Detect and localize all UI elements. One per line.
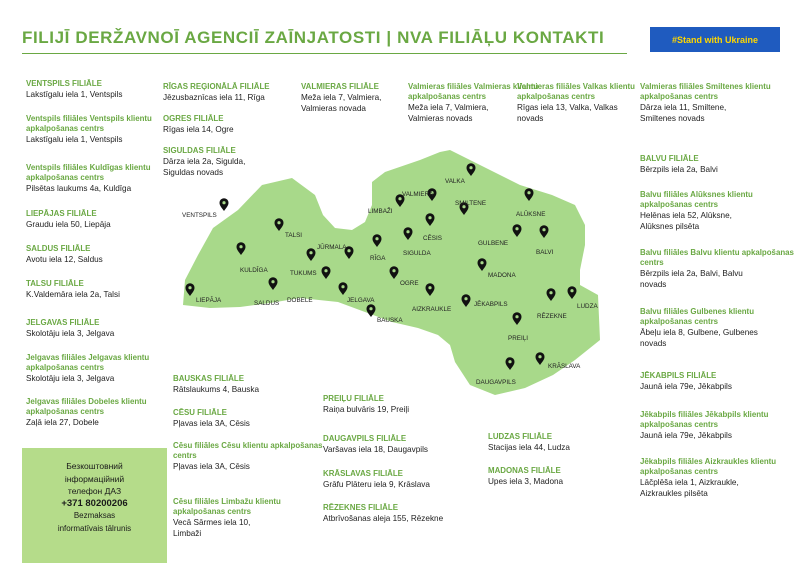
contact-entry-address: Skolotāju iela 3, Jelgava: [26, 374, 115, 383]
city-label: PREIĻI: [508, 335, 528, 342]
contact-entry-heading: MADONAS FILIĀLE: [488, 466, 561, 475]
contact-entry-address: Upes iela 3, Madona: [488, 477, 564, 486]
contact-entry: [173, 408, 333, 429]
map-pin-hole: [347, 249, 350, 252]
map-pin-hole: [508, 360, 511, 363]
contact-entry-heading: JĒKABPILS FILIĀLE: [640, 371, 717, 380]
contact-entry-address: Avotu iela 12, Saldus: [26, 255, 103, 264]
contact-entry: [173, 497, 333, 539]
contact-entry: [26, 244, 186, 265]
contact-entry: [323, 394, 483, 415]
contact-entry-heading: Jelgavas filiāles Dobeles klientu apkalpošanas centrs: [26, 397, 147, 416]
contact-entry-address: Raiņa bulvāris 19, Preiļi: [323, 405, 410, 414]
contact-entry-address: Rīgas iela 13, Valka, Valkas novads: [517, 103, 618, 123]
contact-entry-address: Jaunā iela 79e, Jēkabpils: [640, 431, 732, 440]
map-pin-hole: [515, 227, 518, 230]
contact-entry: [640, 371, 800, 392]
contact-entry-address: Meža iela 7, Valmiera, Valmieras novada: [301, 93, 382, 113]
city-label: KULDĪGA: [240, 267, 268, 274]
contact-entry-heading: Cēsu filiāles Limbažu klientu apkalpošanas centrs: [173, 497, 281, 516]
map-pin-hole: [542, 228, 545, 231]
contact-entry-heading: Balvu filiāles Alūksnes klientu apkalpošanas centrs: [640, 190, 753, 209]
contact-entry-heading: Jēkabpils filiāles Jēkabpils klientu apkalpošanas centrs: [640, 410, 769, 429]
contact-entry-heading: VALMIERAS FILIĀLE: [301, 82, 379, 91]
hotline-line-1: Безкоштовний: [66, 461, 123, 471]
contact-entry-heading: Cēsu filiāles Cēsu klientu apkalpošanas centrs: [173, 441, 323, 460]
contact-entry-heading: Jēkabpils filiāles Aizkraukles klientu apkalpošanas centrs: [640, 457, 777, 476]
contact-entry-address: Dārza iela 11, Smiltene, Smiltenes novads: [640, 103, 727, 123]
map-pin-hole: [469, 166, 472, 169]
contact-entry-address: Pļavas iela 3A, Cēsis: [173, 419, 250, 428]
contact-entry-address: Pļavas iela 3A, Cēsis: [173, 462, 250, 471]
contact-entry-address: Bērzpils iela 2a, Balvi: [640, 165, 718, 174]
contact-entry-heading: Jelgavas filiāles Jelgavas klientu apkalpošanas centrs: [26, 353, 150, 372]
city-label: GULBENE: [478, 240, 509, 247]
contact-entry-heading: SALDUS FILIĀLE: [26, 244, 91, 253]
contact-entry-heading: Balvu filiāles Gulbenes klientu apkalpošanas centrs: [640, 307, 755, 326]
contact-entry-heading: LUDZAS FILIĀLE: [488, 432, 552, 441]
contact-entry: [163, 146, 323, 178]
contact-entry: [488, 466, 648, 487]
contact-entry-heading: BAUSKAS FILIĀLE: [173, 374, 245, 383]
contact-entry-heading: Ventspils filiāles Ventspils klientu apkalpošanas centrs: [26, 114, 152, 133]
map-pin-hole: [324, 269, 327, 272]
contact-entry-address: Helēnas iela 52, Alūksne, Alūksnes pilsēta: [640, 211, 732, 231]
contact-entry-address: Varšavas iela 18, Daugavpils: [323, 445, 428, 454]
map-pin-hole: [375, 237, 378, 240]
contact-entry-address: Stacijas iela 44, Ludza: [488, 443, 570, 452]
map-pin-hole: [406, 230, 409, 233]
city-label: SIGULDA: [403, 250, 431, 257]
contact-entry-address: Jēzusbaznīcas iela 11, Rīga: [163, 93, 265, 102]
contact-entry-address: Ābeļu iela 8, Gulbene, Gulbenes novads: [640, 328, 758, 348]
contact-entry-heading: PREIĻU FILIĀLE: [323, 394, 384, 403]
contact-entry-address: Zaļā iela 27, Dobele: [26, 418, 99, 427]
contact-entry-heading: RĪGAS REĢIONĀLĀ FILIĀLE: [163, 82, 270, 91]
map-pin-hole: [309, 251, 312, 254]
city-label: VENTSPILS: [182, 212, 217, 219]
contact-entry-heading: JELGAVAS FILIĀLE: [26, 318, 100, 327]
city-label: AIZKRAUKLE: [412, 306, 452, 313]
map-pin-hole: [239, 245, 242, 248]
map-pin-hole: [369, 307, 372, 310]
hotline-line-5: informatīvais tālrunis: [57, 523, 132, 533]
contact-entry: [26, 79, 186, 100]
contact-entry-heading: Valmieras filiāles Valmieras klientu apkalpošanas centrs: [408, 82, 539, 101]
city-label: SALDUS: [254, 300, 280, 307]
city-label: SMILTENE: [455, 200, 487, 207]
contact-entry-heading: SIGULDAS FILIĀLE: [163, 146, 236, 155]
hotline-line-2: інформаційний: [64, 473, 125, 484]
city-label: BAUSKA: [377, 317, 403, 324]
contact-entry-address: Grāfu Plāteru iela 9, Krāslava: [323, 480, 430, 489]
stand-with-ukraine-badge: #Stand with Ukraine: [650, 27, 780, 52]
city-label: DAUGAVPILS: [476, 379, 516, 386]
contact-entry-address: Jaunā iela 79e, Jēkabpils: [640, 382, 732, 391]
contact-entry-address: Vecā Sārmes iela 10, Limbaži: [173, 518, 251, 538]
city-label: JŪRMALA: [317, 244, 347, 251]
contact-entry-heading: Ventspils filiāles Kuldīgas klientu apkalpošanas centrs: [26, 163, 151, 182]
contact-entry-heading: KRĀSLAVAS FILIĀLE: [323, 469, 403, 478]
contact-entry-heading: DAUGAVPILS FILIĀLE: [323, 434, 407, 443]
map-pin-hole: [222, 201, 225, 204]
city-label: DOBELE: [287, 297, 313, 304]
map-pin-hole: [341, 285, 344, 288]
contact-entry-heading: VENTSPILS FILIĀLE: [26, 79, 102, 88]
contact-entry-address: Atbrīvošanas aleja 155, Rēzekne: [323, 514, 444, 523]
city-label: ALŪKSNE: [516, 211, 546, 218]
contact-entry: [323, 434, 483, 455]
city-label: TALSI: [285, 232, 303, 239]
city-label: LUDZA: [577, 303, 598, 310]
contact-entry-heading: BALVU FILIĀLE: [640, 154, 699, 163]
map-pin-hole: [392, 269, 395, 272]
contact-entry: [640, 190, 800, 232]
map-pin-hole: [277, 221, 280, 224]
map-pin-hole: [549, 291, 552, 294]
contact-entry: [26, 397, 186, 428]
hotline-line-4: Bezmaksas: [73, 511, 116, 520]
contact-entry: [323, 469, 483, 490]
map-pin-hole: [428, 216, 431, 219]
hotline-box: [22, 448, 167, 563]
contact-entry: [173, 441, 333, 472]
contact-entry-heading: OGRES FILIĀLE: [163, 114, 224, 123]
city-label: LIMBAŽI: [368, 208, 393, 215]
contact-entry: [26, 318, 186, 339]
map-pin-hole: [538, 355, 541, 358]
map-pin-hole: [527, 191, 530, 194]
city-label: MADONA: [488, 272, 516, 279]
contact-entry-heading: Valmieras filiāles Valkas klientu apkalpošanas centrs: [517, 82, 635, 101]
map-pin-icon[interactable]: [220, 198, 229, 211]
contact-entry: [26, 353, 186, 384]
map-pin-hole: [188, 286, 191, 289]
contact-entry: [173, 374, 333, 395]
contact-entry: [488, 432, 648, 453]
contact-entry-address: K.Valdemāra iela 2a, Talsi: [26, 290, 120, 299]
contact-entry: [163, 82, 323, 103]
city-label: VALKA: [445, 178, 465, 185]
contact-entry-address: Meža iela 7, Valmiera, Valmieras novads: [408, 103, 489, 123]
map-pin-hole: [570, 289, 573, 292]
contact-entry: [26, 114, 186, 145]
map-pin-hole: [464, 297, 467, 300]
city-label: TUKUMS: [290, 270, 317, 277]
city-label: RĒZEKNE: [537, 313, 567, 320]
contact-entry: [26, 163, 186, 194]
city-label: VALMIERA: [402, 191, 434, 198]
contact-entry-address: Lāčplēša iela 1, Aizkraukle, Aizkraukles pilsēta: [640, 478, 739, 498]
contact-entry-address: Rīgas iela 14, Ogre: [163, 125, 234, 134]
city-label: BALVI: [536, 249, 554, 256]
contact-entry: [26, 279, 186, 300]
city-label: CĒSIS: [423, 235, 442, 242]
map-pin-hole: [480, 261, 483, 264]
page-title: FILIJĪ DERŽAVNOĪ AGENCIĪ ZAĪNJATOSTI | NVA FILIĀĻU KONTAKTI: [22, 28, 605, 47]
contact-entry-address: Graudu iela 50, Liepāja: [26, 220, 111, 229]
contact-entry: [640, 82, 800, 124]
contact-entry-heading: RĒZEKNES FILIĀLE: [323, 503, 398, 512]
contact-entry-heading: Balvu filiāles Balvu klientu apkalpošanas centrs: [640, 248, 794, 267]
contact-entry: [640, 457, 800, 499]
contact-entry-heading: Valmieras filiāles Smiltenes klientu apkalpošanas centrs: [640, 82, 771, 101]
hotline-line-3: телефон ДАЗ: [67, 486, 122, 496]
contact-entry: [640, 248, 800, 290]
contact-entry: [323, 503, 483, 524]
city-label: LIEPĀJA: [196, 297, 222, 304]
contact-entry: [26, 209, 186, 230]
map-pin-hole: [515, 315, 518, 318]
contact-entry: [640, 410, 800, 441]
contact-entry-heading: LIEPĀJAS FILIĀLE: [26, 209, 97, 218]
city-label: OGRE: [400, 280, 419, 287]
city-label: JĒKABPILS: [474, 301, 508, 308]
contact-entry: [163, 114, 323, 135]
contact-entry-address: Skolotāju iela 3, Jelgava: [26, 329, 115, 338]
map-pin-hole: [428, 286, 431, 289]
contact-entry-address: Lakstīgalu iela 1, Ventspils: [26, 135, 123, 144]
contact-entry-heading: CĒSU FILIĀLE: [173, 408, 227, 417]
city-label: JELGAVA: [347, 297, 375, 304]
contact-entry-address: Lakstīgalu iela 1, Ventspils: [26, 90, 123, 99]
contact-entry: [640, 154, 800, 175]
city-label: RĪGA: [370, 255, 386, 262]
hotline-phone[interactable]: +371 80200206: [61, 497, 128, 509]
contact-entry-address: Pilsētas laukums 4a, Kuldīga: [26, 184, 132, 193]
map-pin-hole: [271, 280, 274, 283]
contact-entry: [640, 307, 800, 349]
contact-entry-address: Bērzpils iela 2a, Balvi, Balvu novads: [640, 269, 743, 289]
contact-entry-heading: TALSU FILIĀLE: [26, 279, 84, 288]
contact-entry-address: Rātslaukums 4, Bauska: [173, 385, 260, 394]
city-label: KRĀSLAVA: [548, 363, 581, 370]
contact-entry-address: Dārza iela 2a, Sigulda, Siguldas novads: [163, 157, 246, 177]
